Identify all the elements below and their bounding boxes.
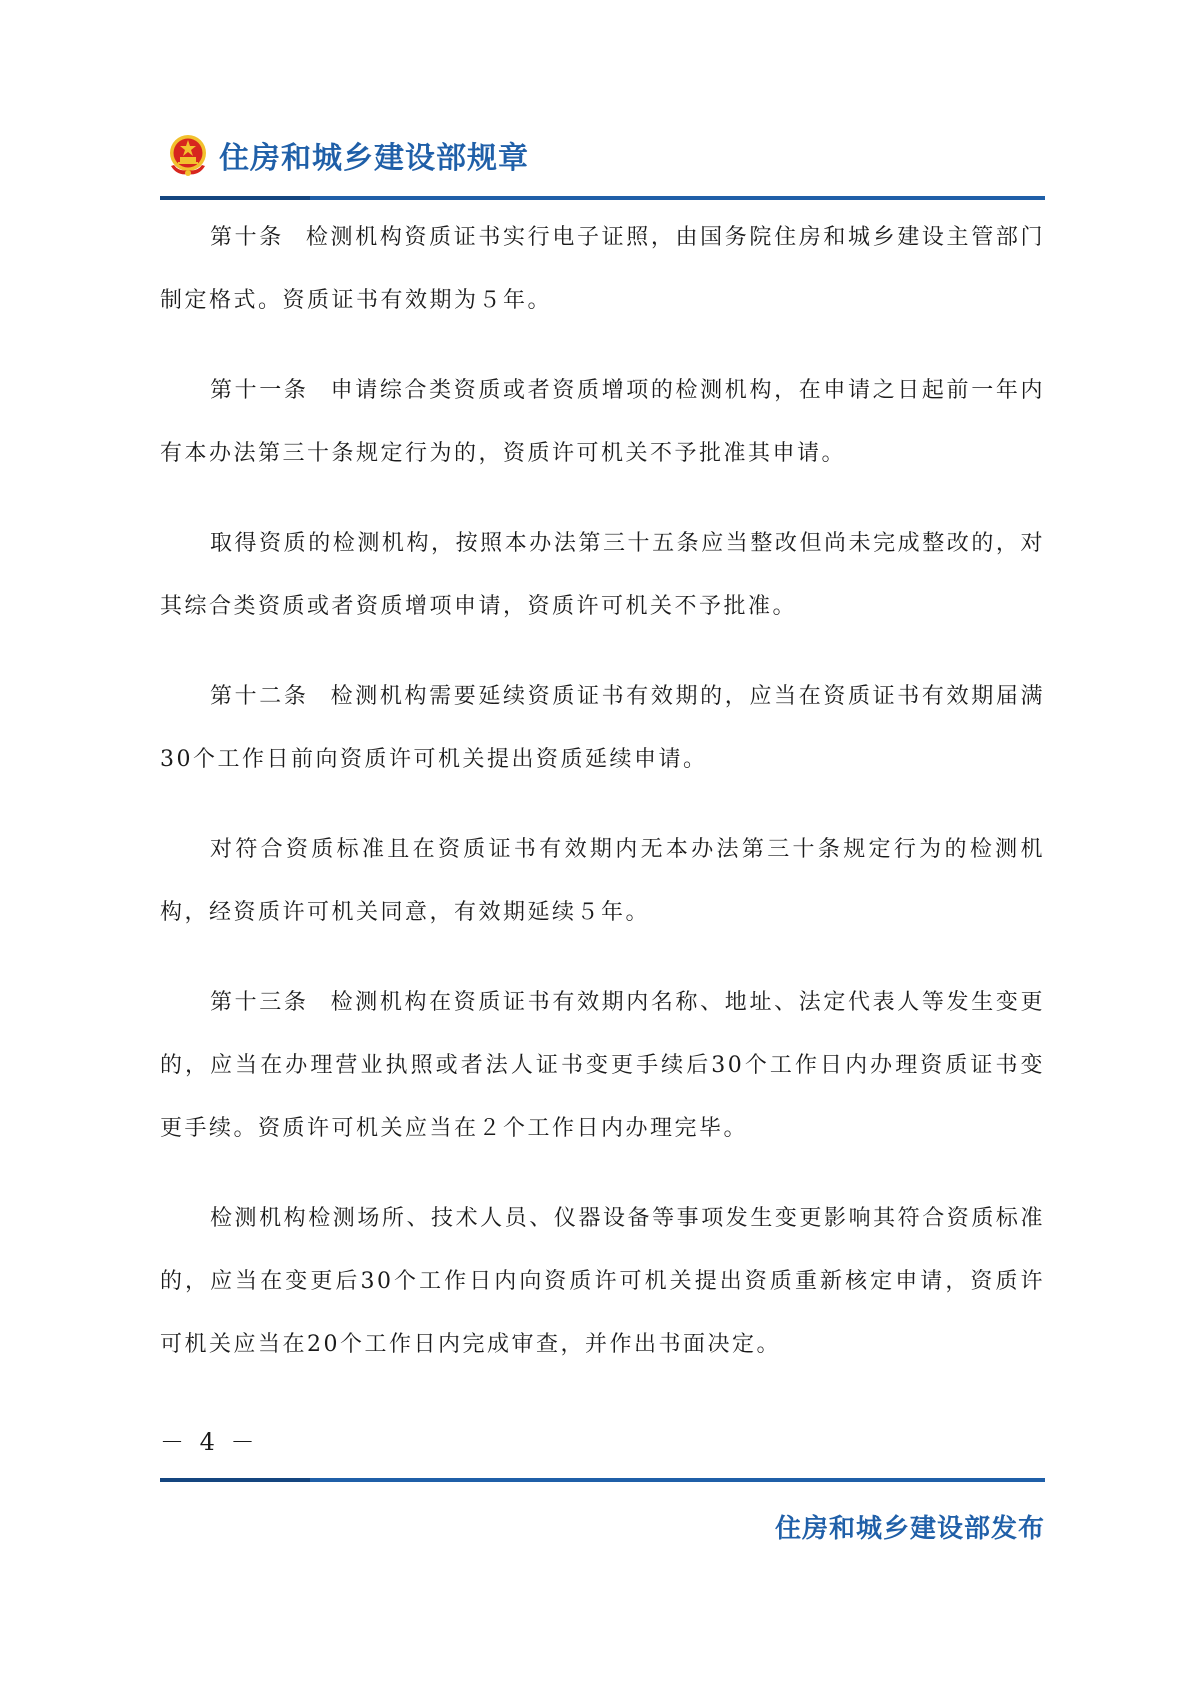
paragraph-text: 检测机构在资质证书有效期内名称、地址、法定代表人等发生变更的，应当在办理营业执照或者法人证书变更手续后30个工作日内办理资质证书变更手续。资质许可机关应当在２个工作日内办理完毕。 [160, 990, 1045, 1141]
paragraph-text: 申请综合类资质或者资质增项的检测机构，在申请之日起前一年内有本办法第三十条规定行为的，资质许可机关不予批准其申请。 [160, 378, 1045, 466]
paragraph-article-13-2 [160, 1187, 1045, 1376]
article-number: 第十二条 [210, 684, 309, 709]
paragraph-text: 对符合资质标准且在资质证书有效期内无本办法第三十条规定行为的检测机构，经资质许可机关同意，有效期延续５年。 [160, 837, 1045, 925]
paragraph-article-12-2 [160, 818, 1045, 944]
national-emblem-icon [165, 132, 211, 178]
footer-publisher: 住房和城乡建设部发布 [774, 1514, 1045, 1544]
paragraph-article-13 [160, 971, 1045, 1160]
article-number: 第十三条 [210, 990, 309, 1015]
paragraph-text: 检测机构检测场所、技术人员、仪器设备等事项发生变更影响其符合资质标准的，应当在变更后30个工作日内向资质许可机关提出资质重新核定申请，资质许可机关应当在20个工作日内完成审查，并作出书面决定。 [160, 1206, 1045, 1357]
paragraph-article-11-2 [160, 512, 1045, 638]
paragraph-article-10 [160, 206, 1045, 332]
paragraph-text: 检测机构资质证书实行电子证照，由国务院住房和城乡建设主管部门制定格式。资质证书有效期为５年。 [160, 225, 1045, 313]
page-number: － 4 － [160, 1428, 259, 1456]
document-body [160, 206, 1045, 1403]
header-title: 住房和城乡建设部规章 [219, 141, 529, 176]
paragraph-text: 检测机构需要延续资质证书有效期的，应当在资质证书有效期届满30个工作日前向资质许可机关提出资质延续申请。 [160, 684, 1045, 772]
article-number: 第十条 [210, 225, 284, 250]
paragraph-article-12 [160, 665, 1045, 791]
paragraph-text: 取得资质的检测机构，按照本办法第三十五条应当整改但尚未完成整改的，对其综合类资质或者资质增项申请，资质许可机关不予批准。 [160, 531, 1045, 619]
header-divider [160, 196, 1045, 200]
article-number: 第十一条 [210, 378, 309, 403]
paragraph-article-11 [160, 359, 1045, 485]
footer-divider [160, 1478, 1045, 1482]
page-header [165, 125, 529, 185]
